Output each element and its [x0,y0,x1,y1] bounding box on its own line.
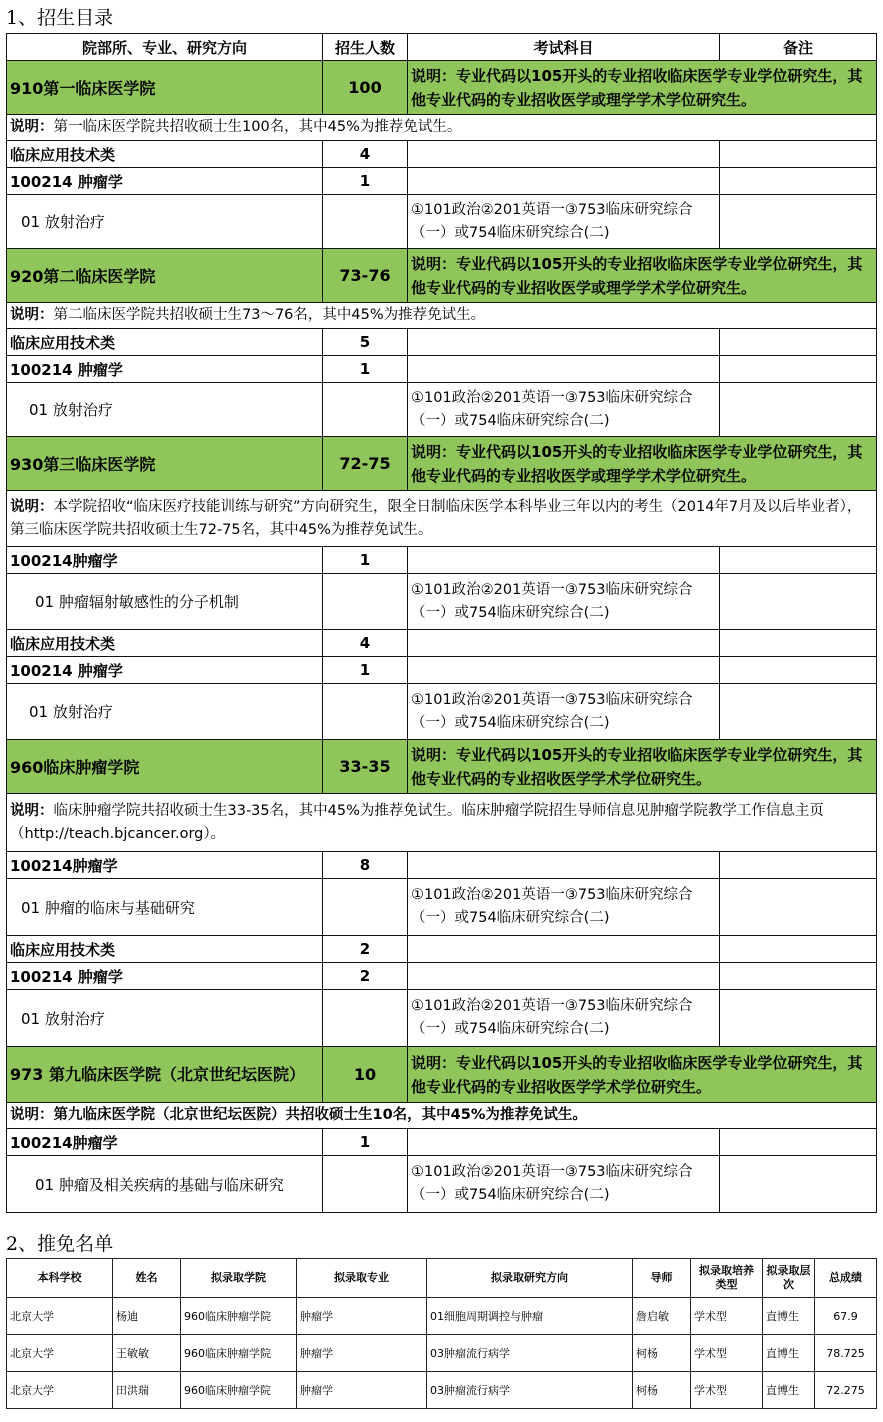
school-name: 973 第九临床医学院（北京世纪坛医院） [7,1047,323,1103]
direction-label: 01 肿瘤的临床与基础研究 [7,879,323,936]
cell-college: 960临床肿瘤学院 [181,1372,297,1409]
category-count: 2 [323,936,408,963]
direction-row [7,574,877,630]
header-type: 拟录取培养类型 [691,1259,763,1298]
direction-label: 01 肿瘤辐射敏感性的分子机制 [7,574,323,630]
major-row [7,168,877,195]
cell-direction: 03肿瘤流行病学 [427,1335,633,1372]
school-row [7,249,877,303]
cell-school: 北京大学 [7,1335,113,1372]
direction-label: 01 放射治疗 [7,990,323,1047]
category-count: 5 [323,329,408,356]
cell-college: 960临床肿瘤学院 [181,1335,297,1372]
direction-label: 01 放射治疗 [7,684,323,740]
direction-row [7,990,877,1047]
direction-row [7,1156,877,1213]
school-note: 说明：第九临床医学院（北京世纪坛医院）共招收硕士生10名，其中45%为推荐免试生。 [7,1103,877,1129]
school-count: 72-75 [323,437,408,491]
school-name: 930第三临床医学院 [7,437,323,491]
category-count: 4 [323,141,408,168]
school-note-row [7,115,877,141]
school-count: 73-76 [323,249,408,303]
school-row [7,740,877,794]
school-notice: 说明：专业代码以105开头的专业招收临床医学专业学位研究生，其他专业代码的专业招收医学或理学学术学位研究生。 [408,249,877,303]
school-row [7,437,877,491]
major-label: 100214 肿瘤学 [7,963,323,990]
header-level: 拟录取层次 [763,1259,815,1298]
cell-direction: 01细胞周期调控与肿瘤 [427,1298,633,1335]
major-count: 1 [323,547,408,574]
cell-type: 学术型 [691,1372,763,1409]
header-score: 总成绩 [815,1259,877,1298]
catalog-header-row [7,34,877,61]
cell-college: 960临床肿瘤学院 [181,1298,297,1335]
cell-major: 肿瘤学 [297,1372,427,1409]
header-advisor: 导师 [633,1259,691,1298]
cell-level: 直博生 [763,1298,815,1335]
cell-major: 肿瘤学 [297,1298,427,1335]
exam-subjects: ①101政治②201英语一③753临床研究综合（一）或754临床研究综合(二) [408,1156,720,1213]
major-count: 2 [323,963,408,990]
school-name: 960临床肿瘤学院 [7,740,323,794]
direction-row [7,879,877,936]
cell-school: 北京大学 [7,1372,113,1409]
header-enrollment: 招生人数 [323,34,408,61]
major-count: 1 [323,1129,408,1156]
school-notice: 说明：专业代码以105开头的专业招收临床医学专业学位研究生，其他专业代码的专业招收医学或理学学术学位研究生。 [408,437,877,491]
major-row [7,1129,877,1156]
school-notice: 说明：专业代码以105开头的专业招收临床医学专业学位研究生，其他专业代码的专业招收医学学术学位研究生。 [408,740,877,794]
admission-catalog-table [6,33,877,1213]
direction-row [7,383,877,437]
school-note-row [7,794,877,852]
recommended-list-table [6,1258,877,1409]
header-exam: 考试科目 [408,34,720,61]
category-label: 临床应用技术类 [7,141,323,168]
exam-subjects: ①101政治②201英语一③753临床研究综合（一）或754临床研究综合(二) [408,383,720,437]
school-name: 920第二临床医学院 [7,249,323,303]
cell-direction: 03肿瘤流行病学 [427,1372,633,1409]
major-label: 100214肿瘤学 [7,1129,323,1156]
category-label: 临床应用技术类 [7,630,323,657]
direction-label: 01 肿瘤及相关疾病的基础与临床研究 [7,1156,323,1213]
direction-row [7,195,877,249]
category-count: 4 [323,630,408,657]
cell-score: 67.9 [815,1298,877,1335]
school-count: 100 [323,61,408,115]
header-department: 院部所、专业、研究方向 [7,34,323,61]
major-label: 100214肿瘤学 [7,852,323,879]
section-2-title: 2、推免名单 [6,1233,114,1255]
cell-school: 北京大学 [7,1298,113,1335]
cell-level: 直博生 [763,1372,815,1409]
direction-row [7,684,877,740]
major-row [7,356,877,383]
cell-name: 田洪瑞 [113,1372,181,1409]
school-note: 说明：第二临床医学院共招收硕士生73～76名，其中45%为推荐免试生。 [7,303,877,329]
major-label: 100214肿瘤学 [7,547,323,574]
header-college: 拟录取学院 [181,1259,297,1298]
school-count: 10 [323,1047,408,1103]
cell-advisor: 詹启敏 [633,1298,691,1335]
category-row [7,329,877,356]
header-direction: 拟录取研究方向 [427,1259,633,1298]
major-row [7,657,877,684]
table-row [7,1335,877,1372]
direction-label: 01 放射治疗 [7,195,323,249]
major-label: 100214 肿瘤学 [7,168,323,195]
cell-advisor: 柯杨 [633,1372,691,1409]
header-major: 拟录取专业 [297,1259,427,1298]
cell-type: 学术型 [691,1298,763,1335]
school-name: 910第一临床医学院 [7,61,323,115]
major-row [7,963,877,990]
school-notice: 说明：专业代码以105开头的专业招收临床医学专业学位研究生，其他专业代码的专业招收医学或理学学术学位研究生。 [408,61,877,115]
cell-name: 王敏敏 [113,1335,181,1372]
table-row [7,1298,877,1335]
major-label: 100214 肿瘤学 [7,356,323,383]
category-row [7,630,877,657]
exam-subjects: ①101政治②201英语一③753临床研究综合（一）或754临床研究综合(二) [408,195,720,249]
school-note: 说明：第一临床医学院共招收硕士生100名，其中45%为推荐免试生。 [7,115,877,141]
direction-label: 01 放射治疗 [7,383,323,437]
school-row [7,1047,877,1103]
cell-major: 肿瘤学 [297,1335,427,1372]
major-label: 100214 肿瘤学 [7,657,323,684]
table-row [7,1372,877,1409]
category-row [7,141,877,168]
school-note-row [7,303,877,329]
section-1-title: 1、招生目录 [6,7,114,29]
major-count: 1 [323,356,408,383]
school-note-row [7,1103,877,1129]
exam-subjects: ①101政治②201英语一③753临床研究综合（一）或754临床研究综合(二) [408,684,720,740]
exam-subjects: ①101政治②201英语一③753临床研究综合（一）或754临床研究综合(二) [408,879,720,936]
list-header-row [7,1259,877,1298]
exam-subjects: ①101政治②201英语一③753临床研究综合（一）或754临床研究综合(二) [408,990,720,1047]
major-count: 1 [323,168,408,195]
header-name: 姓名 [113,1259,181,1298]
school-count: 33-35 [323,740,408,794]
major-row [7,852,877,879]
category-row [7,936,877,963]
school-note: 说明：临床肿瘤学院共招收硕士生33-35名，其中45%为推荐免试生。临床肿瘤学院招生导师信息见肿瘤学院教学工作信息主页（http://teach.bjcancer.org）。 [7,794,877,852]
school-notice: 说明：专业代码以105开头的专业招收临床医学专业学位研究生，其他专业代码的专业招收医学学术学位研究生。 [408,1047,877,1103]
major-row [7,547,877,574]
cell-name: 杨迪 [113,1298,181,1335]
category-label: 临床应用技术类 [7,329,323,356]
exam-subjects: ①101政治②201英语一③753临床研究综合（一）或754临床研究综合(二) [408,574,720,630]
cell-type: 学术型 [691,1335,763,1372]
cell-level: 直博生 [763,1335,815,1372]
school-note: 说明：本学院招收“临床医疗技能训练与研究”方向研究生，限全日制临床医学本科毕业三年以内的考生（2014年7月及以后毕业者），第三临床医学院共招收硕士生72-75名，其中45%为推荐免试生。 [7,491,877,547]
header-school: 本科学校 [7,1259,113,1298]
cell-score: 72.275 [815,1372,877,1409]
major-count: 8 [323,852,408,879]
cell-score: 78.725 [815,1335,877,1372]
major-count: 1 [323,657,408,684]
header-remarks: 备注 [720,34,877,61]
category-label: 临床应用技术类 [7,936,323,963]
cell-advisor: 柯杨 [633,1335,691,1372]
school-note-row [7,491,877,547]
school-row [7,61,877,115]
